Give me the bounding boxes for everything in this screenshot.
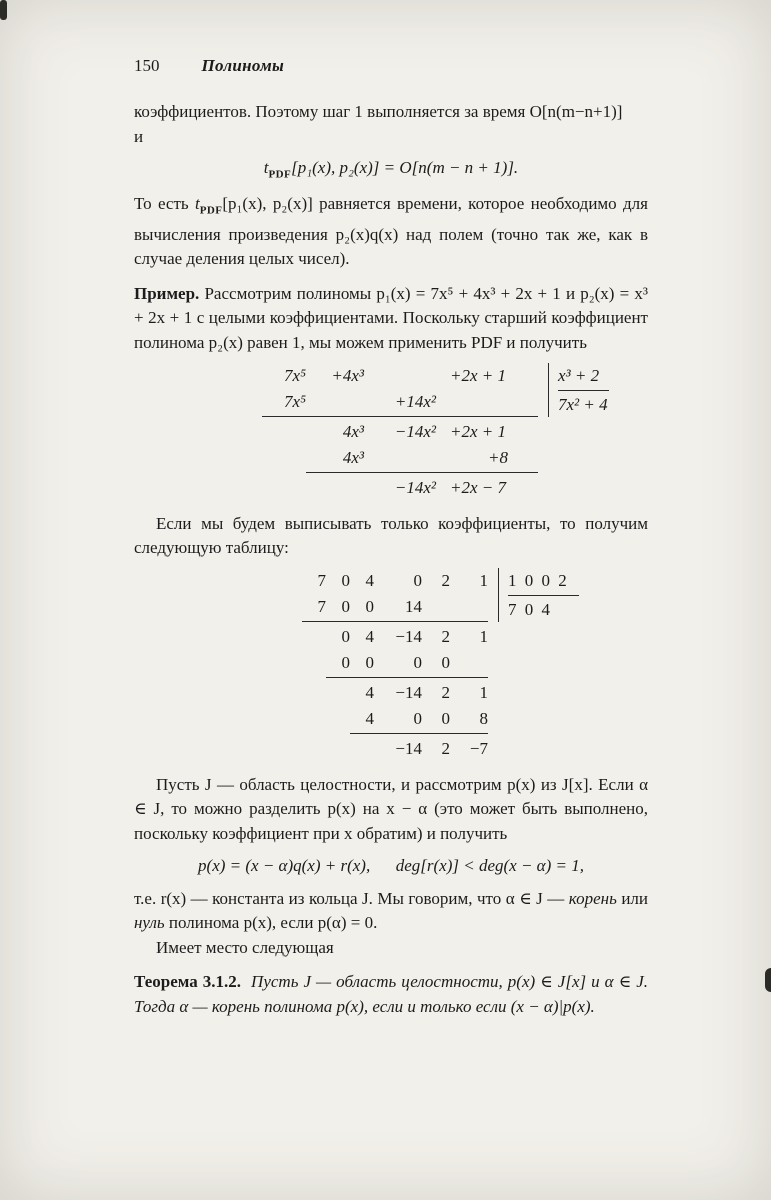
division-cell: 4 xyxy=(365,682,374,702)
division-row xyxy=(302,594,488,620)
division-cell xyxy=(302,624,326,650)
division-cell: −14x² xyxy=(394,421,436,441)
theorem-text: Пусть J — область целостности, p(x) ∈ J[x] и α ∈ J. Тогда α — корень полинома p(x), если и только если (x − α)|p(x). xyxy=(134,972,649,1016)
division-cell: 0 xyxy=(413,570,422,590)
dividend-block-symbolic xyxy=(262,363,538,501)
division-cell: 7x⁵ xyxy=(284,365,306,385)
division-cell: 7 xyxy=(317,570,326,590)
scan-artifact-right-edge xyxy=(765,968,771,992)
tpdf-var: t xyxy=(263,158,269,178)
division-cell xyxy=(326,706,350,732)
division-row xyxy=(262,389,538,415)
subtraction-rule xyxy=(326,677,488,678)
division-row xyxy=(302,568,488,594)
division-cell xyxy=(302,706,326,732)
division-cell: +4x³ xyxy=(331,365,364,385)
division-row xyxy=(302,680,488,706)
division-cell: +2x − 7 xyxy=(450,477,506,497)
division-cell xyxy=(302,736,326,762)
division-cell xyxy=(422,594,450,620)
theorem-label: Теорема 3.1.2. xyxy=(134,972,241,992)
dividend-block-numeric xyxy=(302,568,488,762)
division-cell: 4 xyxy=(365,626,374,646)
division-cell xyxy=(326,680,350,706)
paragraph-coefficients-table: Если мы будем выписывать только коэффициенты, то получим следующую таблицу: xyxy=(134,513,648,558)
division-row xyxy=(262,445,538,471)
division-cell xyxy=(450,594,488,620)
divisor-quotient-block xyxy=(548,363,609,417)
division-cell: 1 xyxy=(479,682,488,702)
subtraction-rule xyxy=(302,621,488,622)
division-cell: 2 xyxy=(441,626,450,646)
division-cell: 0 xyxy=(341,652,350,672)
scan-artifact-top-left xyxy=(0,0,7,20)
division-row xyxy=(302,706,488,732)
subtraction-rule xyxy=(262,416,538,417)
polynomial-division-numeric xyxy=(302,568,648,762)
divisor-coefficients: 1 0 0 2 xyxy=(508,568,579,596)
tpdf-subscript: PDF xyxy=(268,168,292,181)
division-cell: 4x³ xyxy=(342,447,364,467)
division-row xyxy=(262,363,538,389)
division-row xyxy=(302,650,488,676)
division-cell: 0 xyxy=(365,596,374,616)
division-cell: 4x³ xyxy=(342,421,364,441)
division-row xyxy=(262,419,538,445)
division-cell: 2 xyxy=(441,570,450,590)
division-cell: −14 xyxy=(395,626,422,646)
tpdf-var-inline: t xyxy=(195,193,200,213)
paragraph-example xyxy=(134,282,648,356)
divisor-quotient-block xyxy=(498,568,579,622)
division-cell xyxy=(262,475,306,501)
paragraph-that-is xyxy=(134,192,648,272)
division-cell: +14x² xyxy=(394,391,436,411)
division-cell xyxy=(306,475,364,501)
tpdf-subscript-inline: PDF xyxy=(199,203,223,216)
division-cell xyxy=(364,445,436,471)
division-cell: 0 xyxy=(365,652,374,672)
division-row xyxy=(262,475,538,501)
division-cell: −7 xyxy=(469,738,488,758)
quotient: 7x² + 4 xyxy=(558,394,608,414)
division-cell xyxy=(302,650,326,676)
division-cell: 7x⁵ xyxy=(284,391,306,411)
page-number: 150 xyxy=(134,56,160,75)
division-cell xyxy=(302,680,326,706)
term-root: корень xyxy=(568,888,617,908)
division-cell xyxy=(262,419,306,445)
chapter-title: Полиномы xyxy=(201,56,285,75)
division-cell: 8 xyxy=(479,708,488,728)
division-cell: −14 xyxy=(395,738,422,758)
formula-tpdf-body: [p₁(x), p₂(x)] = O[n(m − n + 1)]. xyxy=(291,158,519,178)
division-row xyxy=(302,736,488,762)
example-label: Пример. xyxy=(134,283,200,303)
division-cell: −14x² xyxy=(394,477,436,497)
root-def-rest: полинома p(x), если p(α) = 0. xyxy=(164,913,378,933)
quotient-coefficients: 7 0 4 xyxy=(508,599,552,619)
page-content xyxy=(134,56,648,1019)
subtraction-rule xyxy=(306,472,538,473)
division-cell: 1 xyxy=(479,626,488,646)
division-cell: 0 xyxy=(341,626,350,646)
division-cell: 0 xyxy=(441,708,450,728)
division-cell: +2x + 1 xyxy=(450,365,506,385)
division-cell: 0 xyxy=(341,570,350,590)
paragraph-root-definition xyxy=(134,887,648,936)
formula-remainder: p(x) = (x − α)q(x) + r(x), deg[r(x)] < deg(x − α) = 1, xyxy=(198,855,584,875)
paragraph-that-is-lead: То есть xyxy=(134,193,196,213)
paragraph-following: Имеет место следующая xyxy=(156,937,334,957)
division-cell: +8 xyxy=(488,447,508,467)
paragraph-that-is-rest: [p₁(x), p₂(x)] равняется времени, которое необходимо для вычисления произведения p₂(x)q(x) над полем (точно так же, как в случае деления целых чисел). xyxy=(134,193,648,269)
paragraph-step1-line1: коэффициентов. Поэтому шаг 1 выполняется за время O[n(m−n+1)] xyxy=(134,102,623,121)
division-cell: 4 xyxy=(365,708,374,728)
division-cell: −14 xyxy=(395,682,422,702)
division-cell: 14 xyxy=(405,596,422,616)
division-cell: +2x + 1 xyxy=(450,421,506,441)
paragraph-step1-line2: и xyxy=(134,126,144,146)
division-cell: 7 xyxy=(317,596,326,616)
division-row xyxy=(302,624,488,650)
root-def-mid: или xyxy=(616,888,649,908)
paragraph-integral-domain: Пусть J — область целостности, и рассмотрим p(x) из J[x]. Если α ∈ J, то можно разделить p(x) на x − α (это может быть выполнено, поскольку коэффициент при x обратим) и получить xyxy=(134,774,648,843)
division-cell: 0 xyxy=(413,652,422,672)
division-cell xyxy=(326,736,350,762)
polynomial-division-symbolic xyxy=(262,363,648,501)
division-cell: 0 xyxy=(441,652,450,672)
division-cell: 4 xyxy=(365,570,374,590)
theorem-3-1-2 xyxy=(134,970,648,1019)
theorem-spacer xyxy=(241,972,251,991)
paragraph-step1-time xyxy=(134,100,648,149)
division-cell: 2 xyxy=(441,682,450,702)
division-cell xyxy=(450,650,488,676)
division-cell: 1 xyxy=(479,570,488,590)
running-head xyxy=(134,56,648,76)
root-def-lead: т.е. r(x) — константа из кольца J. Мы говорим, что α ∈ J — xyxy=(134,888,569,908)
division-cell xyxy=(436,389,538,415)
subtraction-rule xyxy=(350,733,488,734)
division-cell xyxy=(262,445,306,471)
divisor: x³ + 2 xyxy=(558,363,609,391)
division-cell xyxy=(364,363,436,389)
example-text: Рассмотрим полиномы p₁(x) = 7x⁵ + 4x³ + 2x + 1 и p₂(x) = x³ + 2x + 1 с целыми коэффициентами. Поскольку старший коэффициент полинома p₂(x) равен 1, мы можем применить PDF и получить xyxy=(134,283,648,352)
division-cell xyxy=(306,389,364,415)
division-cell: 2 xyxy=(441,738,450,758)
division-cell xyxy=(350,736,374,762)
term-zero: нуль xyxy=(134,913,165,933)
division-cell: 0 xyxy=(341,596,350,616)
formula-tpdf xyxy=(134,158,648,180)
division-cell: 0 xyxy=(413,708,422,728)
